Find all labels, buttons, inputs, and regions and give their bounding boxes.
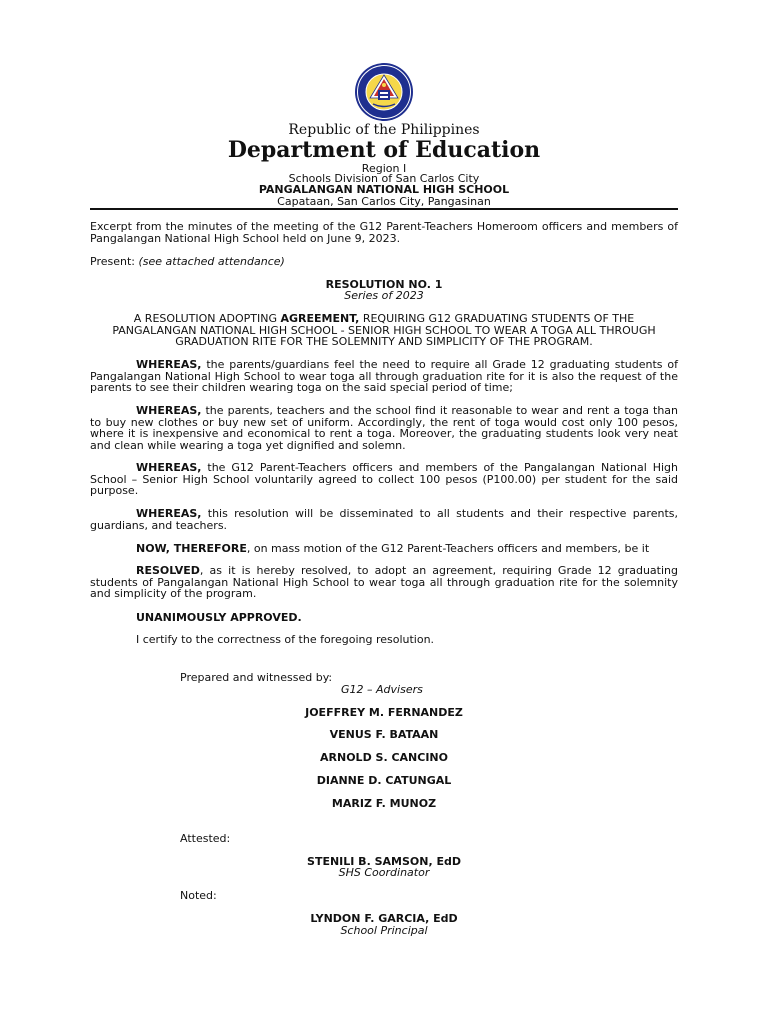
adviser-name: DIANNE D. CATUNGAL bbox=[316, 774, 452, 787]
whereas-label: WHEREAS, bbox=[136, 358, 202, 371]
title-agreement: AGREEMENT, bbox=[280, 312, 360, 325]
whereas-paragraph-1 bbox=[90, 359, 678, 394]
whereas-label: WHEREAS, bbox=[136, 507, 202, 520]
region-line: Region I bbox=[361, 162, 407, 175]
now-therefore-text: , on mass motion of the G12 Parent-Teachers officers and members, be it bbox=[246, 542, 650, 555]
adviser-name: ARNOLD S. CANCINO bbox=[320, 751, 448, 764]
whereas-text: the parents/guardians feel the need to require all Grade 12 graduating students of Pangalangan National High School to wear toga all through graduation rite for it is also the request of the parents to see their children wearing toga on the said special period of time; bbox=[90, 358, 678, 394]
whereas-label: WHEREAS, bbox=[136, 404, 202, 417]
school-address: Capataan, San Carlos City, Pangasinan bbox=[277, 195, 491, 208]
present-line bbox=[90, 256, 678, 268]
whereas-paragraph-3 bbox=[90, 462, 678, 497]
header-divider bbox=[90, 208, 678, 210]
attested-name: STENILI B. SAMSON, EdD bbox=[307, 855, 461, 868]
school-name: PANGALANGAN NATIONAL HIGH SCHOOL bbox=[258, 183, 510, 196]
department-title: Department of Education bbox=[227, 137, 541, 163]
republic-line: Republic of the Philippines bbox=[288, 122, 480, 138]
attested-title: SHS Coordinator bbox=[338, 866, 430, 879]
adviser-name: VENUS F. BATAAN bbox=[329, 728, 439, 741]
resolved-paragraph bbox=[90, 565, 678, 600]
present-value: (see attached attendance) bbox=[138, 255, 285, 268]
noted-label: Noted: bbox=[180, 889, 217, 902]
whereas-text: the parents, teachers and the school find it reasonable to wear and rent a toga than to buy new clothes or buy new set of uniform. Accordingly, the rent of toga would cost only 100 pesos, where it is inexpensive and economical to rent a toga. Moreover, the graduating students look very neat and clean while wearing a toga yet dignified and solemn. bbox=[90, 404, 678, 452]
whereas-text: the G12 Parent-Teachers officers and members of the Pangalangan National High School – Senior High School voluntarily agreed to collect 100 pesos (P100.00) per student for the said purpose. bbox=[90, 461, 678, 497]
excerpt-paragraph: Excerpt from the minutes of the meeting of the G12 Parent-Teachers Homeroom officers and members of Pangalangan National High School held on June 9, 2023. bbox=[90, 220, 678, 245]
present-label: Present: bbox=[90, 255, 139, 268]
title-part-a: A RESOLUTION ADOPTING bbox=[133, 312, 281, 325]
resolution-number: RESOLUTION NO. 1 bbox=[325, 278, 443, 291]
now-therefore-label: NOW, THEREFORE bbox=[136, 542, 247, 555]
whereas-text: this resolution will be disseminated to all students and their respective parents, guardians, and teachers. bbox=[90, 507, 678, 532]
whereas-paragraph-4 bbox=[90, 508, 678, 531]
unanimously-approved: UNANIMOUSLY APPROVED. bbox=[136, 611, 302, 624]
adviser-name: MARIZ F. MUNOZ bbox=[331, 797, 437, 810]
whereas-paragraph-2 bbox=[90, 405, 678, 451]
advisers-label: G12 – Advisers bbox=[341, 683, 423, 696]
prepared-label: Prepared and witnessed by: bbox=[180, 671, 333, 684]
certify-line: I certify to the correctness of the foregoing resolution. bbox=[136, 633, 435, 646]
whereas-label: WHEREAS, bbox=[136, 461, 202, 474]
deped-seal-icon bbox=[354, 62, 414, 122]
resolution-series: Series of 2023 bbox=[344, 289, 424, 302]
title-part-c: REQUIRING G12 GRADUATING STUDENTS OF THE PANGALANGAN NATIONAL HIGH SCHOOL - SENIOR HIGH SCHOOL TO WEAR A TOGA ALL THROUGH GRADUATION RITE FOR THE SOLEMNITY AND SIMPLICITY OF THE PROGRAM. bbox=[112, 312, 656, 348]
division-line: Schools Division of San Carlos City bbox=[288, 172, 480, 185]
resolved-label: RESOLVED bbox=[136, 564, 200, 577]
resolution-title bbox=[100, 313, 668, 348]
resolved-text: , as it is hereby resolved, to adopt an agreement, requiring Grade 12 graduating students of Pangalangan National High School to wear toga all through graduation rite for the solemnity and simplicity of the program. bbox=[90, 564, 678, 600]
now-therefore-paragraph bbox=[90, 543, 678, 555]
attested-label: Attested: bbox=[180, 832, 231, 845]
adviser-name: JOEFFREY M. FERNANDEZ bbox=[305, 706, 463, 719]
noted-title: School Principal bbox=[340, 924, 428, 937]
noted-name: LYNDON F. GARCIA, EdD bbox=[310, 912, 458, 925]
